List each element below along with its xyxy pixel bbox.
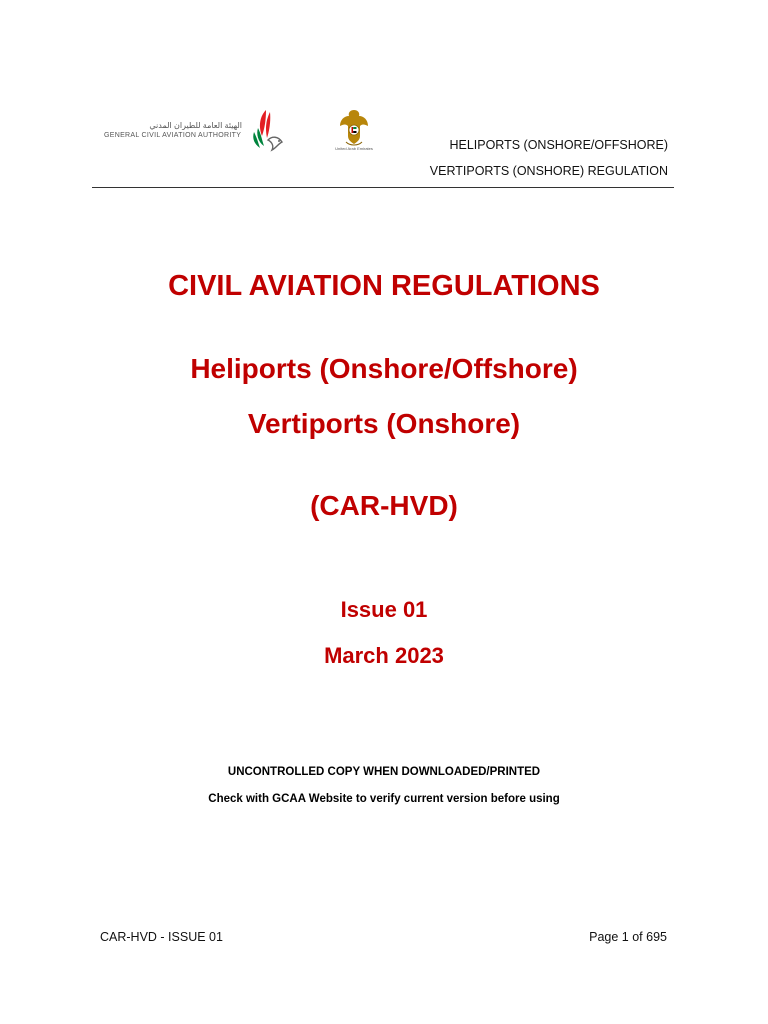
footer-document-id: CAR-HVD - ISSUE 01 <box>100 930 223 944</box>
subtitle-vertiports: Vertiports (Onshore) <box>247 408 521 439</box>
authority-name-arabic: الهيئة العامة للطيران المدني <box>149 122 242 130</box>
header-doc-title <box>430 132 668 184</box>
header-line-vertiports: VERTIPORTS (ONSHORE) REGULATION <box>429 164 668 178</box>
emblem-caption: United Arab Emirates <box>335 146 373 151</box>
issue-date: March 2023 <box>324 643 444 668</box>
main-title: CIVIL AVIATION REGULATIONS <box>168 270 600 302</box>
page-header <box>92 100 674 188</box>
header-line-heliports: HELIPORTS (ONSHORE/OFFSHORE) <box>449 138 668 152</box>
authority-name-english: GENERAL CIVIL AVIATION AUTHORITY <box>104 132 242 139</box>
regulation-code: (CAR-HVD) <box>310 490 458 521</box>
issue-number: Issue 01 <box>340 597 428 622</box>
uncontrolled-copy-notice: UNCONTROLLED COPY WHEN DOWNLOADED/PRINTED <box>227 766 541 778</box>
subtitle-heliports: Heliports (Onshore/Offshore) <box>190 353 578 384</box>
footer-page-number: Page 1 of 695 <box>589 930 667 944</box>
gcaa-logo <box>104 108 288 152</box>
header-divider <box>92 187 674 188</box>
falcon-logo-icon <box>250 108 290 152</box>
verify-version-notice: Check with GCAA Website to verify current version before using <box>208 793 560 805</box>
